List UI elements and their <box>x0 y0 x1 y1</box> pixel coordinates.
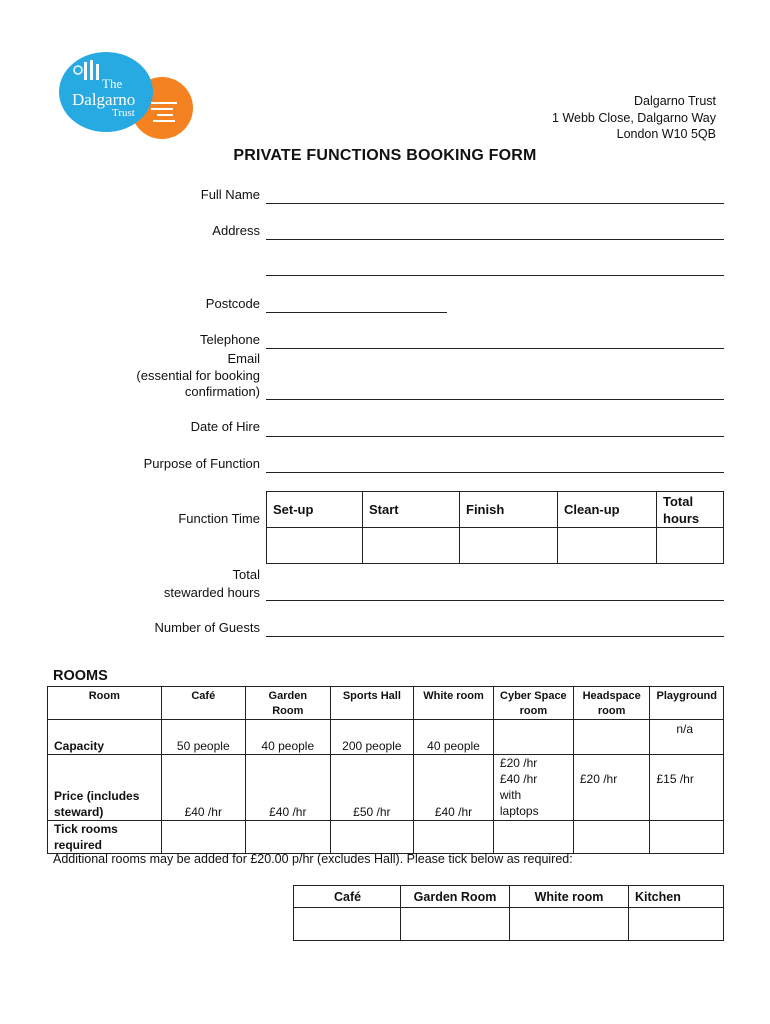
room-header: Room <box>48 687 162 720</box>
white-header: White room <box>414 687 494 720</box>
tick-rooms-label <box>48 821 162 854</box>
address-line-a[interactable] <box>266 239 724 240</box>
garden-header-line2: Room <box>272 705 304 717</box>
price-cafe: £40 /hr <box>161 755 245 821</box>
page-title: PRIVATE FUNCTIONS BOOKING FORM <box>233 147 537 164</box>
email-label-line3: confirmation) <box>184 384 260 399</box>
price-headspace: £20 /hr <box>573 755 650 821</box>
garden-header-line1: Garden <box>268 690 308 702</box>
email-line[interactable] <box>266 399 724 400</box>
sports-header: Sports Hall <box>330 687 414 720</box>
cyber-header-line2: room <box>519 705 548 717</box>
tick-cyber[interactable] <box>493 821 573 854</box>
address-label: Address <box>212 223 260 238</box>
stewarded-hours-line[interactable] <box>266 600 724 601</box>
total-stewarded-line2: stewarded hours <box>163 585 260 600</box>
price-cyber <box>493 755 573 821</box>
svg-text:The: The <box>102 76 123 91</box>
date-of-hire-label: Date of Hire <box>190 419 260 434</box>
price-garden: £40 /hr <box>245 755 330 821</box>
setup-header: Set-up <box>267 492 363 528</box>
trust-address <box>552 93 716 143</box>
capacity-headspace <box>573 720 650 755</box>
setup-cell[interactable] <box>267 528 363 564</box>
function-time-table <box>266 491 724 564</box>
capacity-cafe: 50 people <box>161 720 245 755</box>
guests-line[interactable] <box>266 636 724 637</box>
additional-rooms-note: Additional rooms may be added for £20.00 p/hr (excludes Hall). Please tick below as required: <box>53 852 573 866</box>
playground-header: Playground <box>650 687 724 720</box>
tick-rooms-label-line1: Tick rooms <box>54 822 118 836</box>
address-line-b[interactable] <box>266 275 724 276</box>
cyber-header <box>493 687 573 720</box>
total-hours-cell[interactable] <box>657 528 724 564</box>
extra-white-tick[interactable] <box>510 908 629 941</box>
telephone-label: Telephone <box>200 332 260 347</box>
capacity-sports: 200 people <box>330 720 414 755</box>
price-cyber-line3: with <box>499 788 522 802</box>
telephone-line[interactable] <box>266 348 724 349</box>
price-white: £40 /hr <box>414 755 494 821</box>
cyber-header-line1: Cyber Space <box>500 690 567 702</box>
address-line-2: 1 Webb Close, Dalgarno Way <box>552 110 716 125</box>
extra-kitchen-tick[interactable] <box>629 908 724 941</box>
tick-rooms-label-line2: required <box>54 838 103 852</box>
headspace-header-line1: Headspace <box>582 690 641 702</box>
extra-white-header: White room <box>510 886 629 908</box>
price-sports: £50 /hr <box>330 755 414 821</box>
start-cell[interactable] <box>363 528 460 564</box>
tick-sports[interactable] <box>330 821 414 854</box>
full-name-line[interactable] <box>266 203 724 204</box>
headspace-header-line2: room <box>597 705 626 717</box>
total-hours-header-line1: Total <box>663 493 694 509</box>
capacity-cyber <box>493 720 573 755</box>
date-of-hire-line[interactable] <box>266 436 724 437</box>
postcode-label: Postcode <box>205 296 260 311</box>
svg-text:Dalgarno: Dalgarno <box>72 90 136 109</box>
email-label-line1: Email <box>227 351 260 366</box>
price-cyber-line1: £20 /hr <box>499 756 538 770</box>
headspace-header <box>573 687 650 720</box>
price-cyber-line4: laptops <box>499 804 539 818</box>
price-label <box>48 755 162 821</box>
price-cyber-line2: £40 /hr <box>499 772 538 786</box>
capacity-playground: n/a <box>650 720 724 755</box>
tick-playground[interactable] <box>650 821 724 854</box>
tick-cafe[interactable] <box>161 821 245 854</box>
price-playground: £15 /hr <box>650 755 724 821</box>
tick-white[interactable] <box>414 821 494 854</box>
extra-cafe-header: Café <box>294 886 401 908</box>
price-label-line1: Price (includes <box>54 789 140 803</box>
finish-cell[interactable] <box>460 528 558 564</box>
total-stewarded-line1: Total <box>232 567 260 582</box>
cleanup-cell[interactable] <box>558 528 657 564</box>
function-time-label: Function Time <box>178 511 260 526</box>
capacity-label: Capacity <box>48 720 162 755</box>
svg-text:Trust: Trust <box>112 107 135 119</box>
cafe-header: Café <box>161 687 245 720</box>
tick-garden[interactable] <box>245 821 330 854</box>
email-label <box>136 351 260 401</box>
email-label-line2: (essential for booking <box>136 367 260 383</box>
extra-rooms-table <box>293 885 724 941</box>
total-hours-header-line2: hours <box>663 510 700 526</box>
total-hours-header <box>657 492 724 528</box>
address-line-3: London W10 5QB <box>616 127 716 141</box>
capacity-white: 40 people <box>414 720 494 755</box>
finish-header: Finish <box>460 492 558 528</box>
price-label-line2: steward) <box>54 805 104 819</box>
capacity-garden: 40 people <box>245 720 330 755</box>
rooms-table <box>47 686 724 854</box>
garden-header <box>245 687 330 720</box>
purpose-line[interactable] <box>266 472 724 473</box>
extra-kitchen-header: Kitchen <box>629 886 724 908</box>
extra-garden-header: Garden Room <box>401 886 510 908</box>
full-name-label: Full Name <box>200 187 260 202</box>
tick-headspace[interactable] <box>573 821 650 854</box>
extra-cafe-tick[interactable] <box>294 908 401 941</box>
rooms-heading: ROOMS <box>53 668 108 684</box>
start-header: Start <box>363 492 460 528</box>
postcode-line[interactable] <box>266 312 447 313</box>
extra-garden-tick[interactable] <box>401 908 510 941</box>
cleanup-header: Clean-up <box>558 492 657 528</box>
purpose-label: Purpose of Function <box>143 456 260 471</box>
dalgarno-trust-logo <box>58 50 198 140</box>
total-stewarded-label <box>164 566 260 602</box>
address-line-1: Dalgarno Trust <box>634 94 716 108</box>
guests-label: Number of Guests <box>154 620 260 635</box>
